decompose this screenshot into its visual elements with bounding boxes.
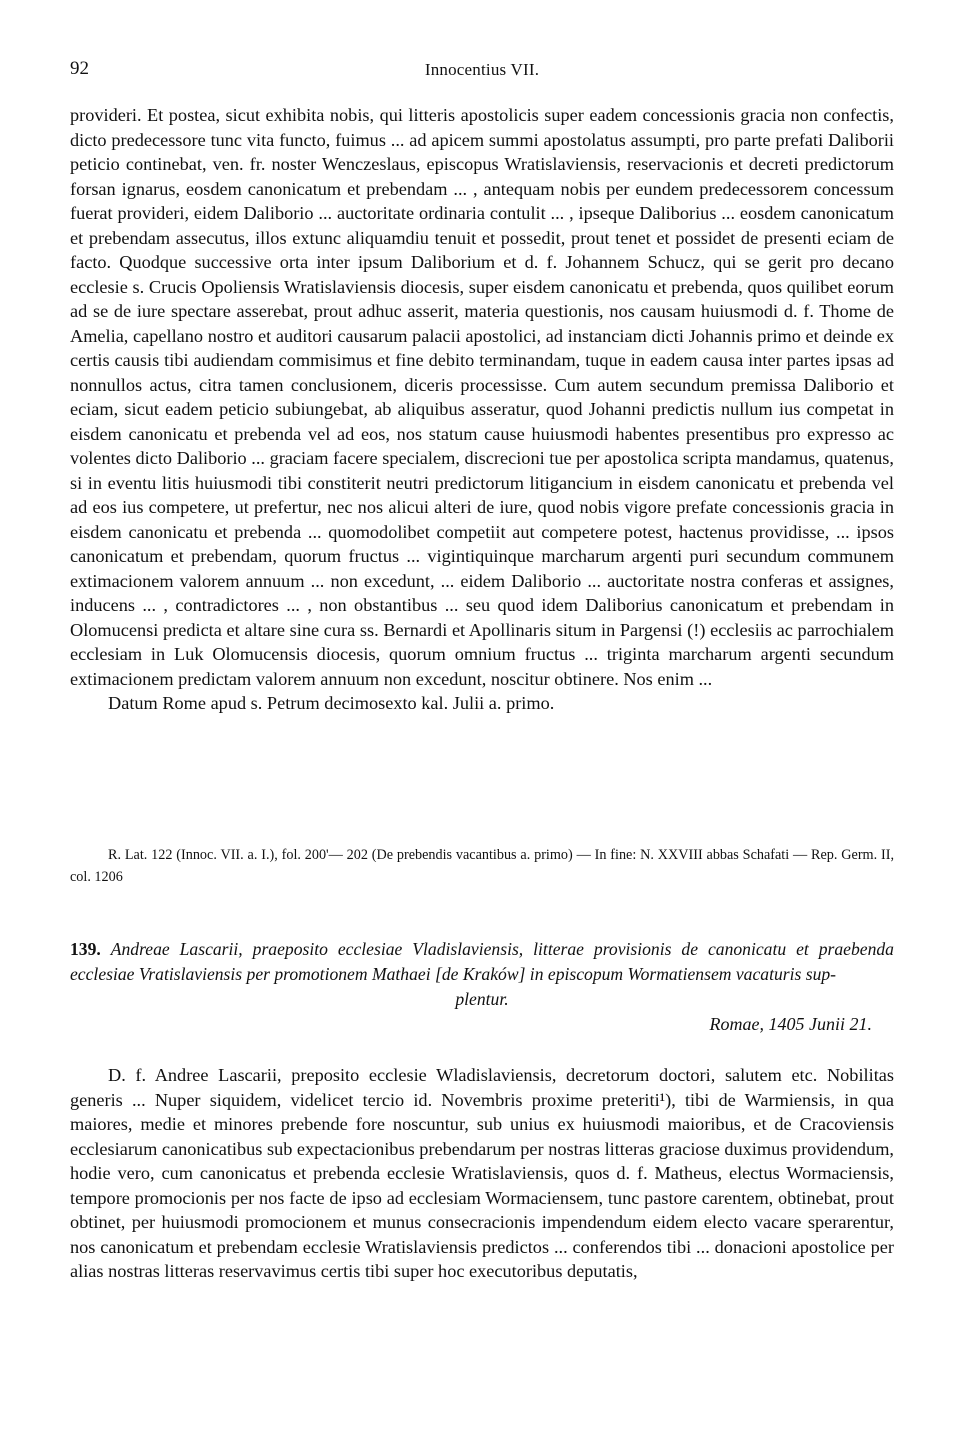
entry-title-end: plentur.	[455, 989, 509, 1009]
running-head: Innocentius VII.	[424, 60, 540, 79]
dating-line: Datum Rome apud s. Petrum decimosexto kal. Julii a. primo.	[108, 693, 555, 713]
source-note	[70, 844, 894, 888]
source-note-text: R. Lat. 122 (Innoc. VII. a. I.), fol. 200'— 202 (De prebendis vacantibus a. primo) — In fine: N. XXVIII abbas Schafati — Rep. Germ. II, col. 1206	[70, 847, 894, 885]
body-paragraph: provideri. Et postea, sicut exhibita nobis, qui litteris apostolicis super eadem concessionis gracia non confectis, dicto predecessore tunc vita functo, fuimus ... ad apicem summi apostolatus assumpti, pro parte prefati Daliborii peticio continebat, ven. fr. noster Wenczeslaus, episcopus Wratislaviensis, reservacionis et decreti predictorum forsan ignarus, eosdem canonicatum et prebendam ... , antequam nobis per eundem predecessorem concessum fuerat provideri, eidem Daliborio ... auctoritate ordinaria contulit ... , ipseque Daliborius ... eosdem canonicatum et prebendam assecutus, illos extunc aliquamdiu tenuit et possedit, prout tenet et possidet de presenti eciam de facto. Quodque successive orta inter ipsum Daliborium et d. f. Johannem Schucz, qui se gerit pro decano ecclesie s. Crucis Opoliensis Wratislaviensis diocesis, super eisdem canonicatu et prebenda, quos quilibet eorum ad se de iure spectare asserebat, prout adhuc asserit, materia questionis, nos causam huiusmodi d. f. Thome de Amelia, capellano nostro et auditori causarum palacii apostolici, ad instanciam dicti Johannis primo et deinde ex certis causis tibi audiendam commisimus et fine debito terminandam, tuque in eadem causa inter partes ipsas ad nonnullos actus, citra tamen conclusionem, diceris processisse. Cum autem secundum premissa Daliborio et eciam, sicut eadem peticio subiungebat, ab aliquibus asseratur, quod Johanni predictis nullum ius competat in eisdem canonicatu et prebenda vel ad eos, nos statum cause huiusmodi habentes presentibus pro expresso ac volentes dicto Daliborio ... graciam facere specialem, discrecioni tue per apostolica scripta mandamus, quatenus, si in eventu litis huiusmodi tibi constiterit neutri predictorum litigancium in eisdem canonicatu et prebenda vel ad eos ius competere, ut prefertur, nec nos alicui alteri de iure, quod nobis vigore prefate concessionis gracia in eisdem canonicatu et prebenda ... quomodolibet competiit aut competere potest, hactenus providisse, ... ipsos canonicatum et prebendam, quorum fructus ... vigintiquinque marcharum argenti puri secundum communem extimacionem valorem annuum ... non excedunt, ... eidem Daliborio ... auctoritate nostra conferas et assignes, inducens ... , contradictores ... , non obstantibus ... seu quod idem Daliborius canonicatum et prebendam in Olomucensi predicta et altare sine cura ss. Bernardi et Apollinaris situm in Pargensi (!) ecclesiis ac parrochialem ecclesiam in Luk Olomucensis diocesis, quorum omnium fructus ... triginta marcharum argenti secundum extimacionem predictam valorem annuum non excedunt, noscitur obtinere. Nos enim ...	[70, 105, 894, 689]
page-header	[70, 58, 894, 82]
page-number: 92	[70, 58, 89, 79]
text-block-continuation	[70, 103, 894, 716]
body-paragraph: D. f. Andree Lascarii, preposito ecclesie Wladislaviensis, decretorum doctori, salutem etc. Nobilitas generis ... Nuper siquidem, videlicet tercio id. Novembris proxime preteriti¹), tibi de Warmiensis, in qua maiores, medie et minores prebende fore noscuntur, sub unius ex huiusmodi maioribus, et de Cracoviensis ecclesiarum canonicatibus sub expectacionibus prebendarum per nostras litteras graciose duximus providendum, hodie vero, cum canonicatus et prebenda ecclesie Wratislaviensis, quos d. f. Matheus, electus Wormaciensis, tempore promocionis per nos facte de ipso ad ecclesiam Wormaciensem, tunc pastore carentem, obtinebat, prout obtinet, per huiusmodi promocionem et munus consecracionis impendendum eidem electo vacare sperarentur, nos canonicatum et prebendam ecclesie Wratislaviensis predictos ... conferendos tibi ... donacioni apostolice per alias nostras litteras reservavimus certis tibi super hoc executoribus deputatis,	[70, 1065, 894, 1281]
entry-title: Andreae Lascarii, praeposito ecclesiae Vladislaviensis, litterae provisionis de canonicatu et praebenda ecclesiae Vratislaviensis per promotionem Mathaei [de Kraków] in episcopum Wormatiensem vacaturis sup-	[70, 939, 894, 984]
text-block-entry-139	[70, 1063, 894, 1284]
place-date: Romae, 1405 Junii 21.	[709, 1014, 872, 1034]
entry-number: 139.	[70, 939, 101, 959]
entry-heading	[70, 937, 894, 1012]
